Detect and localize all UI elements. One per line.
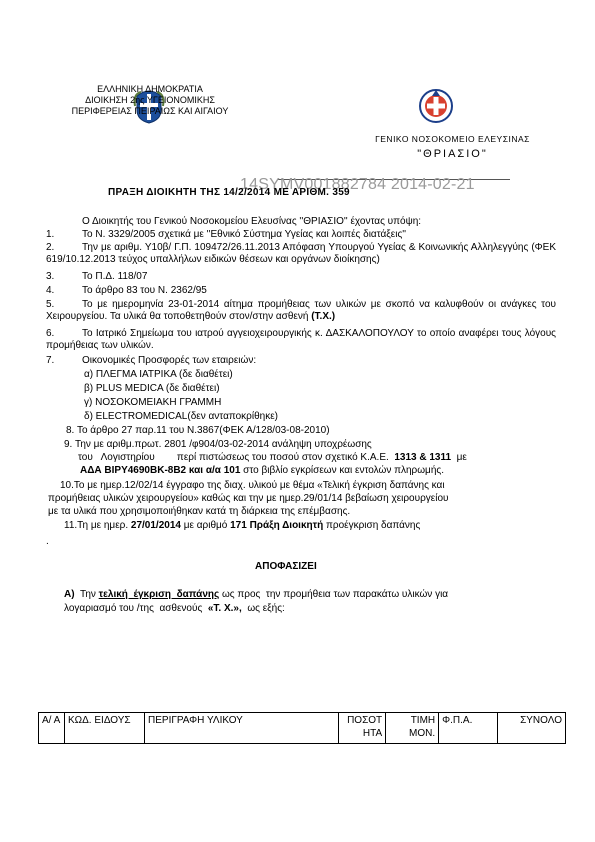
- hospital-short-name: "ΘΡΙΑΣΙΟ": [417, 148, 488, 160]
- item-11-e: προέγκριση δαπάνης: [326, 520, 421, 531]
- decision-text-a: Την: [79, 589, 96, 600]
- hospital-logo: [418, 88, 454, 124]
- trailing-dot: .: [46, 536, 49, 547]
- header-line-2: ΔΙΟΙΚΗΣΗ 2ης ΥΓΕΙΟΝΟΜΙΚΗΣ: [85, 95, 215, 105]
- item-11-text: [64, 520, 420, 532]
- document-title: ΠΡΑΞΗ ΔΙΟΙΚΗΤΗ ΤΗΣ 14/2/2014 ΜΕ ΑΡΙΘΜ. 359: [108, 187, 350, 198]
- preapproval-date: 27/01/2014: [130, 520, 181, 531]
- decision-line-1: [64, 589, 448, 601]
- header-line-3: ΠΕΡΙΦΕΡΕΙΑΣ ΠΕΙΡΑΙΩΣ ΚΑΙ ΑΙΓΑΙΟΥ: [71, 106, 229, 116]
- decision-text-d: λογαριασμό του /της ασθενούς: [64, 603, 203, 614]
- decision-line-2: [64, 603, 285, 615]
- item-9-line-3: [80, 465, 444, 477]
- kae-codes: 1313 & 1311: [394, 452, 452, 463]
- item-11-c: με αριθμό: [183, 520, 228, 531]
- item-2-text: Την με αριθμ. Υ10β/ Γ.Π. 109472/26.11.2013 Απόφαση Υπουργού Υγείας & Κοινωνικής Αλληλεγγύης (ΦΕΚ 619/10.12.2013 τεύχος υπαλλήλων ειδικών θέσεων και οργάνων διοίκησης): [46, 242, 556, 265]
- item-number: 5.: [46, 299, 55, 310]
- item-number: 6.: [46, 328, 55, 339]
- final-approval-phrase: τελική έγκριση δαπάνης: [98, 589, 220, 600]
- item-6-text: Το Ιατρικό Σημείωμα του ιατρού αγγειοχειρουργικής κ. ΔΑΣΚΑΛΟΠΟΥΛΟΥ το οποίο αναφέρει τους λόγους προμήθειας των υλικών.: [46, 328, 556, 351]
- materials-table: [38, 712, 566, 744]
- col-header-quantity: ΠΟΣΟΤ ΗΤΑ: [339, 713, 386, 744]
- registry-stamp: 14SYMV001882784 2014-02-21: [240, 176, 475, 193]
- hospital-name: ΓΕΝΙΚΟ ΝΟΣΟΚΟΜΕΙΟ ΕΛΕΥΣΙΝΑΣ: [375, 134, 530, 144]
- item-9-line-2-end: με: [456, 452, 467, 463]
- item-9-line-2-text: του Λογιστηρίου περί πιστώσεως του ποσού στον σχετικό Κ.Α.Ε.: [78, 452, 389, 463]
- patient-initials-decision: «Τ. Χ.»,: [207, 603, 242, 614]
- decision-text-f: ως εξής:: [247, 603, 285, 614]
- item-5-body: Το με ημερομηνία 23-01-2014 αίτημα προμήθειας των υλικών με σκοπό να καλυφθούν οι ανάγκες του Χειρουργείου. Τα υλικά θα τοποθετηθούν στον/στην ασθενή: [46, 299, 556, 322]
- item-8-text: 8. Το άρθρο 27 παρ.11 του Ν.3867(ΦΕΚ Α/128/03-08-2010): [66, 425, 330, 436]
- col-header-vat: Φ.Π.Α.: [439, 713, 498, 744]
- offer-item: δ) ELECTROMEDICAL(δεν ανταποκρίθηκε): [84, 411, 279, 422]
- patient-initials: (Τ.Χ.): [311, 311, 336, 322]
- item-number: 1.: [46, 229, 55, 240]
- col-header-code: ΚΩΔ. ΕΙΔΟΥΣ: [64, 713, 144, 744]
- offer-item: γ) ΝΟΣΟΚΟΜΕΙΑΚΗ ΓΡΑΜΜΗ: [84, 397, 222, 408]
- item-number: 2.: [46, 242, 55, 253]
- decision-text-c: ως προς την προμήθεια των παρακάτω υλικών για: [221, 589, 449, 600]
- offer-item: α) ΠΛΕΓΜΑ ΙΑΤΡΙΚΑ (δε διαθέτει): [84, 369, 233, 380]
- item-9-line-2: [78, 452, 467, 464]
- item-10-line-3: με τα υλικά που χρησιμοποιήθηκαν κατά τη διάρκεια της επέμβασης.: [48, 506, 351, 517]
- decision-label: Α): [64, 589, 75, 600]
- col-header-description: ΠΕΡΙΓΡΑΦΗ ΥΛΙΚΟΥ: [145, 713, 339, 744]
- item-9-line-3-text: στο βιβλίο εγκρίσεων και εντολών πληρωμής.: [243, 465, 444, 476]
- preapproval-act: 171 Πράξη Διοικητή: [230, 520, 324, 531]
- item-number: 4.: [46, 285, 55, 296]
- item-11-a: 11.Τη με ημερ.: [64, 520, 129, 531]
- offer-item: β) PLUS MEDICA (δε διαθέτει): [84, 383, 220, 394]
- item-number: 3.: [46, 271, 55, 282]
- item-9-line-1: 9. Την με αριθμ.πρωτ. 2801 /φ904/03-02-2014 ανάληψη υποχρέωσης: [64, 439, 372, 450]
- ministry-header: [40, 84, 260, 117]
- ada-reference: ΑΔΑ ΒΙΡΥ4690ΒΚ-8Β2 και α/α 101: [80, 465, 241, 476]
- col-header-aa: Α/ Α: [39, 713, 65, 744]
- col-header-total: ΣΥΝΟΛΟ: [498, 713, 566, 744]
- item-5-text: [46, 299, 556, 323]
- item-4-text: Το άρθρο 83 του Ν. 2362/95: [82, 285, 207, 296]
- item-7-text: Οικονομικές Προσφορές των εταιρειών:: [82, 355, 257, 366]
- intro-text: Ο Διοικητής του Γενικού Νοσοκομείου Ελευσίνας ''ΘΡΙΑΣΙΟ'' έχοντας υπόψη:: [82, 216, 422, 227]
- item-3-text: Το Π.Δ. 118/07: [82, 271, 148, 282]
- item-10-line-1: 10.Το με ημερ.12/02/14 έγγραφο της διαχ. υλικού με θέμα «Τελική έγκριση δαπάνης και: [60, 480, 445, 491]
- item-number: 7.: [46, 355, 55, 366]
- col-header-unit-price: ΤΙΜΗ ΜΟΝ.: [386, 713, 439, 744]
- table-header-row: [39, 713, 566, 744]
- decision-heading: ΑΠΟΦΑΣΙΖΕΙ: [255, 561, 317, 572]
- hospital-header: [350, 134, 555, 160]
- item-1-text: Το Ν. 3329/2005 σχετικά με ''Εθνικό Σύστημα Υγείας και λοιπές διατάξεις'': [82, 229, 407, 240]
- header-line-1: ΕΛΛΗΝΙΚΗ ΔΗΜΟΚΡΑΤΙΑ: [97, 84, 203, 94]
- item-10-line-2: προμήθειας υλικών χειρουργείου» καθώς και την με ημερ.29/01/14 βεβαίωση χειρουργείου: [48, 493, 449, 504]
